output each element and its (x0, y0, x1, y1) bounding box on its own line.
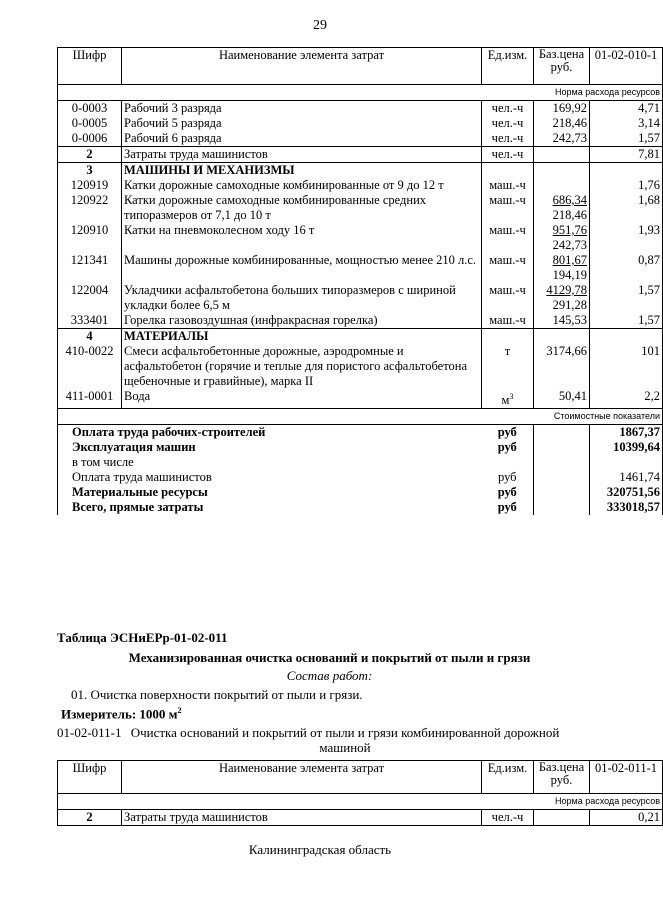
header-name: Наименование элемента затрат (122, 48, 482, 85)
row-name: Горелка газовоздушная (инфракрасная горелка) (122, 313, 482, 329)
summary-label: Всего, прямые затраты (58, 500, 482, 515)
row-norm: 1,68 (590, 193, 663, 223)
row-code: 411-0001 (58, 389, 122, 409)
table-title: Таблица ЭСНиЕРр-01-02-011 (57, 630, 228, 645)
row-code: 122004 (58, 283, 122, 313)
row-code: 2 (58, 810, 122, 826)
row-unit: чел.-ч (482, 101, 534, 117)
row-code: 4 (58, 329, 122, 345)
row-norm (590, 329, 663, 345)
row-price (534, 810, 590, 826)
summary-label: Оплата труда машинистов (58, 470, 482, 485)
row-name: Катки дорожные самоходные комбинированные от 9 до 12 т (122, 178, 482, 193)
row-name: МАТЕРИАЛЫ (122, 329, 482, 345)
summary-row (58, 440, 663, 455)
summary-blank (534, 455, 590, 470)
footer: Калининградская область (248, 842, 392, 857)
summary-value: 320751,56 (590, 485, 663, 500)
header-code: Шифр (58, 761, 122, 794)
table-row (58, 101, 663, 117)
row-price: 951,76 242,73 (534, 223, 590, 253)
row-norm: 4,71 (590, 101, 663, 117)
summary-value (590, 455, 663, 470)
summary-unit: руб (497, 440, 517, 455)
row-price (534, 178, 590, 193)
header-norm: 01-02-011-1 (590, 761, 663, 794)
row-unit: чел.-ч (482, 147, 534, 163)
row-norm: 1,57 (590, 313, 663, 329)
summary-blank (534, 470, 590, 485)
header-code: Шифр (58, 48, 122, 85)
row-code: 0-0005 (58, 116, 122, 131)
row-norm (590, 163, 663, 179)
row-code: 120910 (58, 223, 122, 253)
summary-value: 1461,74 (590, 470, 663, 485)
row-unit: чел.-ч (482, 116, 534, 131)
summary-row (58, 470, 663, 485)
row-norm: 2,2 (590, 389, 663, 409)
row-price (534, 163, 590, 179)
table-row (58, 253, 663, 283)
summary-blank (534, 425, 590, 441)
summary-unit: руб (497, 485, 517, 500)
row-unit: маш.-ч (482, 193, 534, 223)
table-row (58, 223, 663, 253)
section-subheading: Состав работ: (286, 668, 373, 683)
row-code: 0-0003 (58, 101, 122, 117)
row-norm: 0,21 (590, 810, 663, 826)
row-norm: 1,76 (590, 178, 663, 193)
row-name: Затраты труда машинистов (122, 810, 482, 826)
row-name: Рабочий 6 разряда (122, 131, 482, 147)
row-price: 242,73 (534, 131, 590, 147)
row-name: Рабочий 5 разряда (122, 116, 482, 131)
summary-unit: руб (497, 500, 517, 515)
summary-label: Материальные ресурсы (58, 485, 482, 500)
code-line-code: 01-02-011-1 (57, 725, 122, 740)
row-price: 801,67 194,19 (534, 253, 590, 283)
row-name: Машины дорожные комбинированные, мощностью менее 210 л.с. (122, 253, 482, 283)
meter-label: Измеритель: 1000 $м^2$ (61, 706, 182, 722)
row-name: Вода (122, 389, 482, 409)
row-norm: 7,81 (590, 147, 663, 163)
row-price: 169,92 (534, 101, 590, 117)
summary-blank (534, 485, 590, 500)
header-price: Баз.цена руб. (534, 48, 590, 85)
row-price: 3174,66 (534, 344, 590, 389)
table-row (58, 313, 663, 329)
row-price: 686,34 218,46 (534, 193, 590, 223)
row-norm: 1,57 (590, 131, 663, 147)
row-name: Смеси асфальтобетонные дорожные, аэродромные и асфальтобетон (горячие и теплые для пористого асфальтобетона щебеночные и гравийные), марка II (122, 344, 482, 389)
row-price: 145,53 (534, 313, 590, 329)
summary-row (58, 485, 663, 500)
norm-label: Норма расхода ресурсов (58, 794, 663, 810)
table-row (58, 147, 663, 163)
row-unit: чел.-ч (482, 810, 534, 826)
summary-unit: руб (497, 425, 517, 440)
row-code: 120919 (58, 178, 122, 193)
row-unit: маш.-ч (482, 178, 534, 193)
summary-value: 10399,64 (590, 440, 663, 455)
row-unit (482, 163, 534, 179)
table-row (58, 116, 663, 131)
summary-label: в том числе (58, 455, 482, 470)
header-name: Наименование элемента затрат (122, 761, 482, 794)
summary-row (58, 425, 663, 441)
row-norm: 1,93 (590, 223, 663, 253)
section-heading: Механизированная очистка оснований и покрытий от пыли и грязи (128, 650, 531, 665)
summary-value: 1867,37 (590, 425, 663, 441)
row-unit (482, 329, 534, 345)
summary-row (58, 500, 663, 515)
norm-label: Норма расхода ресурсов (58, 85, 663, 101)
summary-unit (482, 455, 534, 470)
row-norm: 1,57 (590, 283, 663, 313)
summary-label: Эксплуатация машин (58, 440, 482, 455)
row-unit: т (482, 344, 534, 389)
table-row (58, 283, 663, 313)
code-line (57, 725, 602, 755)
row-code: 120922 (58, 193, 122, 223)
summary-value: 333018,57 (590, 500, 663, 515)
table-row (58, 163, 663, 179)
table-row (58, 344, 663, 389)
cost-label: Стоимостные показатели (58, 409, 663, 425)
summary-row (58, 455, 663, 470)
row-unit: $м^3$ (482, 389, 534, 409)
header-unit: Ед.изм. (482, 761, 534, 794)
row-price: 218,46 (534, 116, 590, 131)
row-price (534, 329, 590, 345)
row-name: Затраты труда машинистов (122, 147, 482, 163)
header-norm: 01-02-010-1 (590, 48, 663, 85)
row-norm: 3,14 (590, 116, 663, 131)
row-unit: маш.-ч (482, 313, 534, 329)
resource-table-2 (57, 760, 663, 826)
row-norm: 0,87 (590, 253, 663, 283)
header-price: Баз.цена руб. (534, 761, 590, 794)
row-name: МАШИНЫ И МЕХАНИЗМЫ (122, 163, 482, 179)
row-code: 3 (58, 163, 122, 179)
row-norm: 101 (590, 344, 663, 389)
summary-blank (534, 500, 590, 515)
table-row (58, 389, 663, 409)
row-name: Катки дорожные самоходные комбинированные средних типоразмеров от 7,1 до 10 т (122, 193, 482, 223)
row-unit: маш.-ч (482, 283, 534, 313)
row-price: 4129,78 291,28 (534, 283, 590, 313)
summary-label: Оплата труда рабочих-строителей (58, 425, 482, 441)
table-row (58, 131, 663, 147)
row-unit: чел.-ч (482, 131, 534, 147)
row-code: 410-0022 (58, 344, 122, 389)
row-code: 2 (58, 147, 122, 163)
table-row (58, 178, 663, 193)
row-name: Укладчики асфальтобетона больших типоразмеров с шириной укладки более 6,5 м (122, 283, 482, 313)
row-name: Катки на пневмоколесном ходу 16 т (122, 223, 482, 253)
table-row (58, 193, 663, 223)
table-row (58, 810, 663, 826)
table-row (58, 329, 663, 345)
row-name: Рабочий 3 разряда (122, 101, 482, 117)
summary-unit: руб (497, 470, 517, 485)
code-line-text: Очистка оснований и покрытий от пыли и грязи комбинированной дорожной машиной (130, 725, 560, 755)
page-number: 29 (313, 18, 327, 33)
row-code: 333401 (58, 313, 122, 329)
header-unit: Ед.изм. (482, 48, 534, 85)
row-price (534, 147, 590, 163)
summary-blank (534, 440, 590, 455)
row-code: 0-0006 (58, 131, 122, 147)
row-price: 50,41 (534, 389, 590, 409)
resource-table-1 (57, 47, 663, 515)
row-unit: маш.-ч (482, 223, 534, 253)
row-unit: маш.-ч (482, 253, 534, 283)
work-item: 01. Очистка поверхности покрытий от пыли и грязи. (71, 687, 363, 702)
row-code: 121341 (58, 253, 122, 283)
